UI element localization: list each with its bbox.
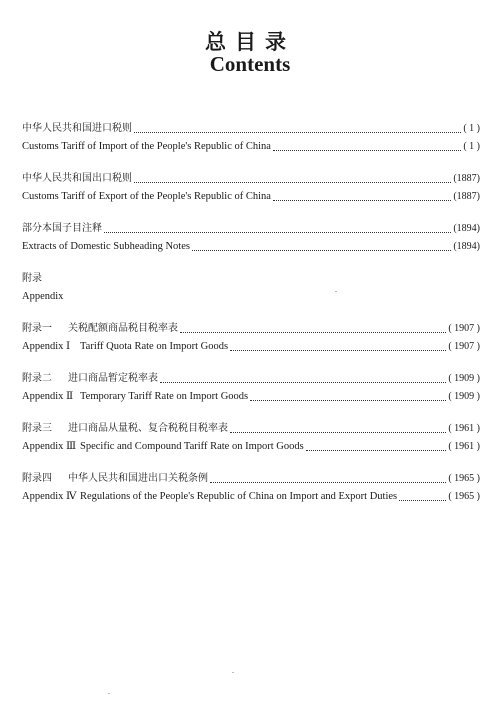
dot-leader xyxy=(192,249,451,251)
toc-entry-appendix-1[interactable] xyxy=(22,320,480,356)
toc-row-en[interactable] xyxy=(22,438,480,456)
toc-page-number: ( 1965 ) xyxy=(448,491,480,502)
appendix-number-en: Appendix Ⅱ xyxy=(22,391,74,402)
toc-entry-subheading-notes[interactable] xyxy=(22,220,480,256)
toc-entry-title-en: Customs Tariff of Import of the People's Republic of China xyxy=(22,141,271,152)
toc-entry-import-tariff[interactable] xyxy=(22,120,480,156)
toc-row-en[interactable] xyxy=(22,488,480,506)
toc-entry-title-cn: 中华人民共和国进口税则 xyxy=(22,123,132,134)
toc-page-number: ( 1909 ) xyxy=(448,391,480,402)
appendix-number-en: Appendix Ⅲ xyxy=(22,441,77,452)
dot-leader xyxy=(399,499,446,501)
toc-row-cn[interactable] xyxy=(22,320,480,338)
toc-page-number: ( 1 ) xyxy=(463,123,480,134)
dot-leader xyxy=(230,349,446,351)
toc-row-cn[interactable] xyxy=(22,370,480,388)
toc-page-number: (1887) xyxy=(453,191,480,202)
toc-row-en[interactable] xyxy=(22,138,480,156)
toc-row-cn[interactable] xyxy=(22,170,480,188)
dot-leader xyxy=(160,381,446,383)
appendix-heading-cn: 附录 xyxy=(22,273,42,284)
appendix-number-en: Appendix Ⅳ xyxy=(22,491,77,502)
toc-entry-title-cn: 关税配额商品税目税率表 xyxy=(68,323,178,334)
appendix-number-cn: 附录三 xyxy=(22,423,52,434)
toc-entry-appendix-4[interactable] xyxy=(22,470,480,506)
toc-page-number: ( 1965 ) xyxy=(448,473,480,484)
dot-leader xyxy=(134,181,451,183)
appendix-heading-en: Appendix xyxy=(22,291,64,302)
toc-row-en[interactable] xyxy=(22,188,480,206)
dot-leader xyxy=(134,131,461,133)
toc-entry-title-en: Specific and Compound Tariff Rate on Import Goods xyxy=(80,441,304,452)
toc-row-en[interactable] xyxy=(22,338,480,356)
toc-entry-title-cn: 部分本国子目注释 xyxy=(22,223,102,234)
dot-leader xyxy=(180,331,446,333)
dot-leader xyxy=(230,431,446,433)
toc-row-cn[interactable] xyxy=(22,470,480,488)
appendix-number-cn: 附录一 xyxy=(22,323,52,334)
dot-leader xyxy=(104,231,451,233)
dot-leader xyxy=(306,449,447,451)
toc-page-number: ( 1 ) xyxy=(463,141,480,152)
toc-page-number: (1887) xyxy=(453,173,480,184)
dot-leader xyxy=(210,481,446,483)
toc-entry-title-cn: 中华人民共和国出口税则 xyxy=(22,173,132,184)
scan-speck xyxy=(108,693,110,694)
toc-page-number: ( 1907 ) xyxy=(448,341,480,352)
toc-entry-title-cn: 进口商品从量税、复合税税目税率表 xyxy=(68,423,228,434)
dot-leader xyxy=(273,199,451,201)
toc-entry-appendix-2[interactable] xyxy=(22,370,480,406)
toc-row-cn[interactable] xyxy=(22,420,480,438)
toc-page-number: ( 1961 ) xyxy=(448,423,480,434)
toc-entry-title-en: Regulations of the People's Republic of China on Import and Export Duties xyxy=(80,491,398,502)
toc-page-number: (1894) xyxy=(453,241,480,252)
appendix-number-cn: 附录二 xyxy=(22,373,52,384)
toc-entry-title-cn: 中华人民共和国进出口关税条例 xyxy=(68,473,208,484)
page-title-chinese: 总目录 xyxy=(205,30,295,54)
toc-page-number: ( 1961 ) xyxy=(448,441,480,452)
toc-row-en[interactable] xyxy=(22,238,480,256)
toc-entry-appendix-3[interactable] xyxy=(22,420,480,456)
toc-row-en[interactable] xyxy=(22,388,480,406)
toc-page-number: (1894) xyxy=(453,223,480,234)
toc-entry-title-en: Tariff Quota Rate on Import Goods xyxy=(80,341,229,352)
toc-row-cn[interactable] xyxy=(22,220,480,238)
toc-entry-title-cn: 进口商品暂定税率表 xyxy=(68,373,158,384)
toc-entry-title-en: Temporary Tariff Rate on Import Goods xyxy=(80,391,249,402)
toc-entry-title-en: Customs Tariff of Export of the People's Republic of China xyxy=(22,191,271,202)
toc-entry-title-en: Extracts of Domestic Subheading Notes xyxy=(22,241,190,252)
toc-row-cn[interactable] xyxy=(22,120,480,138)
appendix-number-en: Appendix Ⅰ xyxy=(22,341,71,352)
toc-page-number: ( 1907 ) xyxy=(448,323,480,334)
dot-leader xyxy=(273,149,461,151)
dot-leader xyxy=(250,399,446,401)
toc-page-number: ( 1909 ) xyxy=(448,373,480,384)
page-title-english: Contents xyxy=(209,52,291,76)
toc-entry-export-tariff[interactable] xyxy=(22,170,480,206)
appendix-number-cn: 附录四 xyxy=(22,473,52,484)
appendix-heading xyxy=(22,270,480,306)
scan-speck xyxy=(335,291,337,292)
scan-speck xyxy=(232,672,234,673)
table-of-contents xyxy=(22,120,480,506)
